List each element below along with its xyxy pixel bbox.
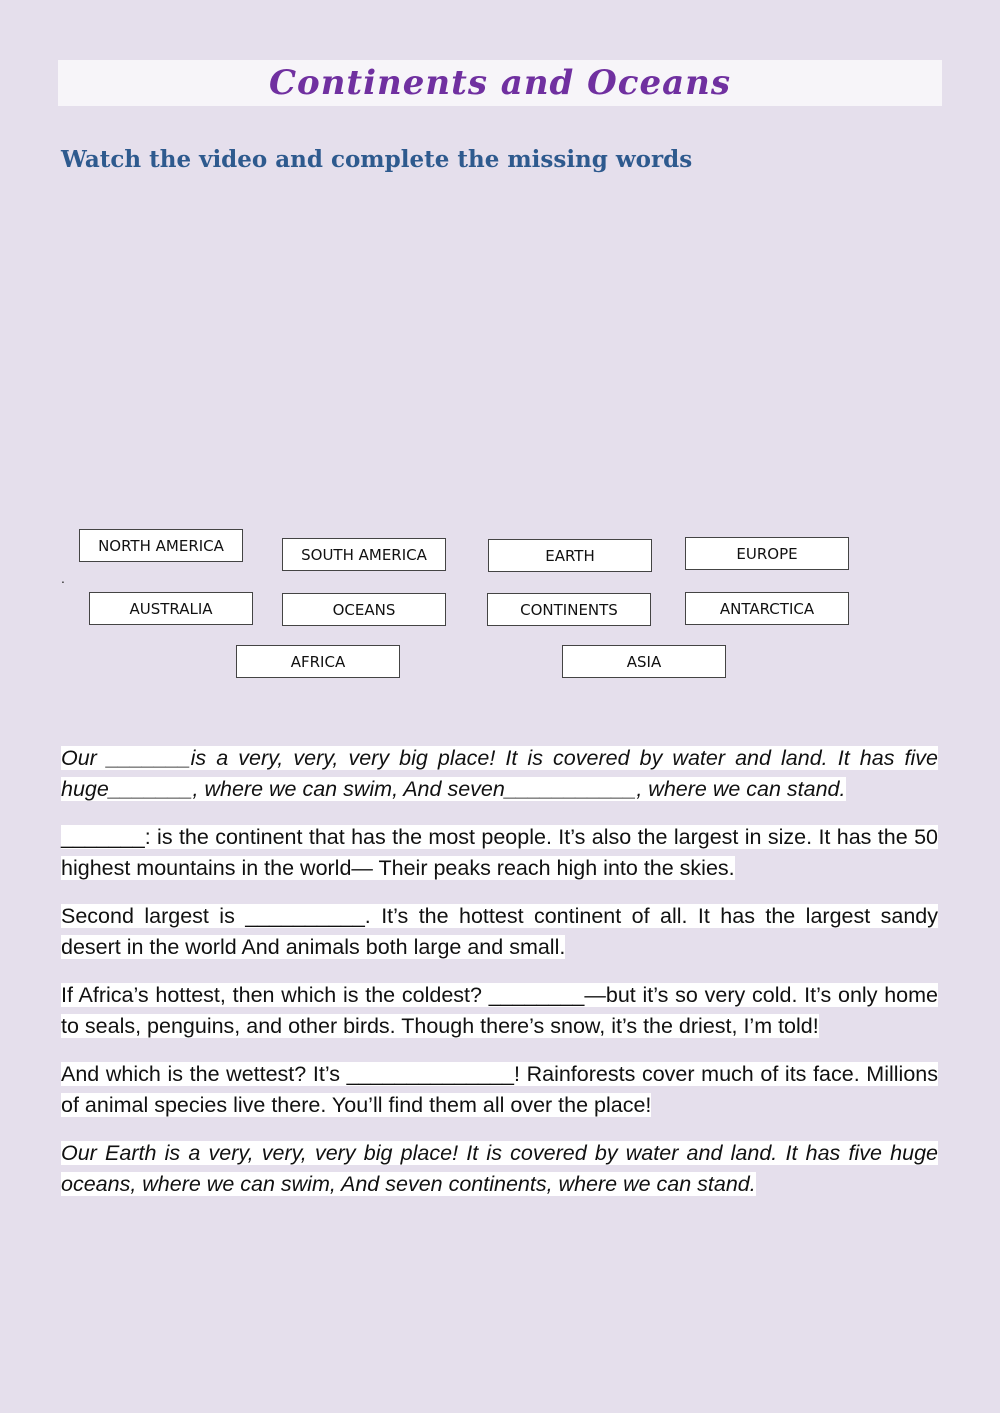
word-chip[interactable]: ANTARCTICA — [685, 592, 849, 625]
word-chip[interactable]: AFRICA — [236, 645, 400, 678]
paragraph-text: _______: is the continent that has the most people. It’s also the largest in size. It has the 50 highest mountains in the world— Their peaks reach high into the skies. — [61, 825, 938, 880]
word-chip[interactable]: OCEANS — [282, 593, 446, 626]
paragraph-text: And which is the wettest? It’s ______________! Rainforests cover much of its face. Millions of animal species live there. You’ll find them all over the place! — [61, 1062, 938, 1117]
word-chip[interactable]: AUSTRALIA — [89, 592, 253, 625]
word-chip[interactable]: EARTH — [488, 539, 652, 572]
stray-dot: . — [61, 570, 65, 586]
title-bar — [58, 60, 942, 106]
paragraph-text: Our Earth is a very, very, very big place! It is covered by water and land. It has five huge oceans, where we can swim, And seven continents, where we can stand. — [61, 1141, 938, 1196]
paragraph — [61, 980, 938, 1042]
paragraph — [61, 901, 938, 963]
paragraph — [61, 822, 938, 884]
paragraph-text: Our _______is a very, very, very big place! It is covered by water and land. It has five huge_______, where we can swim, And seven___________, where we can stand. — [61, 746, 938, 801]
instructions-heading: Watch the video and complete the missing words — [61, 146, 693, 173]
page-title: Continents and Oceans — [268, 63, 732, 103]
song-text — [61, 743, 938, 1217]
paragraph — [61, 1138, 938, 1200]
paragraph — [61, 743, 938, 805]
paragraph-text: If Africa’s hottest, then which is the coldest? ________—but it’s so very cold. It’s only home to seals, penguins, and other birds. Though there’s snow, it’s the driest, I’m told! — [61, 983, 938, 1038]
word-chip[interactable]: SOUTH AMERICA — [282, 538, 446, 571]
word-chip[interactable]: EUROPE — [685, 537, 849, 570]
word-chip[interactable]: NORTH AMERICA — [79, 529, 243, 562]
paragraph — [61, 1059, 938, 1121]
word-chip[interactable]: CONTINENTS — [487, 593, 651, 626]
word-chip[interactable]: ASIA — [562, 645, 726, 678]
paragraph-text: Second largest is __________. It’s the hottest continent of all. It has the largest sandy desert in the world And animals both large and small. — [61, 904, 938, 959]
